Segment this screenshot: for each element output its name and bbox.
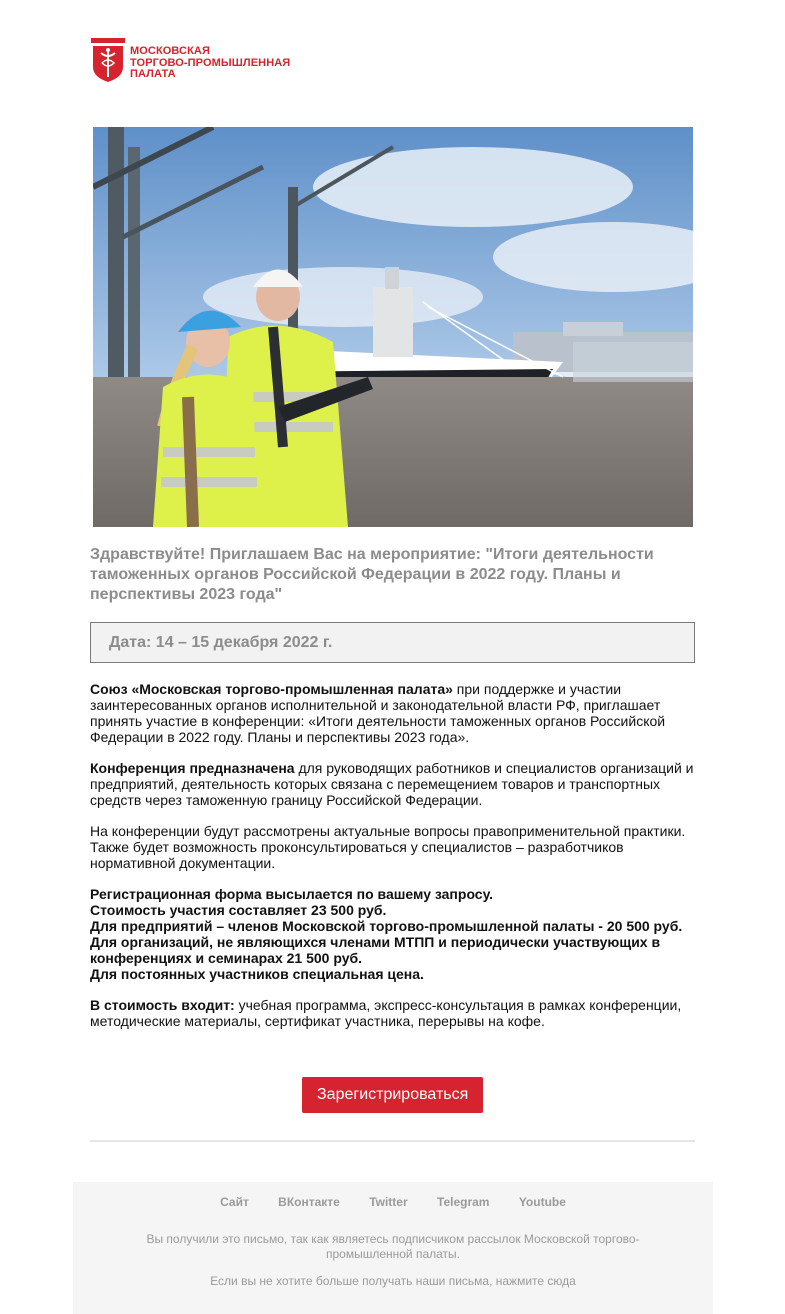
footer-link-twitter[interactable]: Twitter	[369, 1195, 408, 1209]
mtpp-emblem-icon	[90, 37, 126, 83]
logo-line-2: ТОРГОВО-ПРОМЫШЛЕННАЯ	[130, 56, 291, 69]
footer-link-youtube[interactable]: Youtube	[518, 1195, 566, 1209]
footer	[73, 1182, 713, 1314]
unsubscribe-text: Если вы не хотите больше получать наши письма,	[210, 1274, 496, 1288]
paragraph-topics	[90, 823, 695, 871]
divider	[90, 1140, 695, 1142]
footer-link-vk[interactable]: ВКонтакте	[278, 1195, 340, 1209]
email-body	[90, 681, 695, 1044]
unsubscribe-link[interactable]: нажмите сюда	[495, 1274, 576, 1288]
topics-line-2: Также будет возможность проконсультироваться у специалистов – разработчиков нормативной документации.	[90, 839, 624, 871]
audience-text: для руководящих работников и специалистов организаций и предприятий, деятельность которых связана с перемещением товаров и транспортных средств через таможенную границу Российской Федерации.	[90, 760, 694, 808]
register-button-wrap	[0, 1077, 785, 1113]
included-label: В стоимость входит:	[90, 997, 235, 1013]
logo-line-3: ПАЛАТА	[130, 68, 176, 80]
register-button[interactable]: Зарегистрироваться	[302, 1077, 483, 1113]
pricing-line-2: Стоимость участия составляет 23 500 руб.	[90, 902, 387, 918]
paragraph-audience	[90, 760, 695, 808]
logo-wordmark	[130, 46, 290, 81]
pricing-line-4: Для организаций, не являющихся членами МТПП и периодически участвующих в конференциях и семинарах 21 500 руб.	[90, 934, 661, 966]
hero-image	[93, 127, 693, 527]
paragraph-included	[90, 997, 695, 1029]
footer-social-links	[73, 1195, 713, 1209]
organizer-text: при поддержке и участии заинтересованных органов исполнительной и законодательной власти РФ, приглашает принять участие в конференции: «Итоги деятельности таможенных органов Российской Федерации в 2022 году. Планы и перспективы 2023 года».	[90, 681, 666, 745]
event-date-text: Дата: 14 – 15 декабря 2022 г.	[109, 634, 333, 651]
pricing-line-5: Для постоянных участников специальная цена.	[90, 966, 424, 982]
pricing-line-3: Для предприятий – членов Московской торгово-промышленной палаты - 20 500 руб.	[90, 918, 683, 934]
footer-link-telegram[interactable]: Telegram	[437, 1195, 490, 1209]
paragraph-organizer	[90, 681, 695, 745]
organizer-name: Союз «Московская торгово-промышленная палата»	[90, 681, 453, 697]
paragraph-pricing	[90, 886, 695, 982]
footer-link-site[interactable]: Сайт	[220, 1195, 249, 1209]
event-date-box	[90, 622, 695, 663]
logo-line-1: МОСКОВСКАЯ	[130, 45, 210, 57]
footer-unsubscribe	[73, 1274, 713, 1288]
topics-line-1: На конференции будут рассмотрены актуальные вопросы правоприменительной практики.	[90, 823, 686, 839]
pricing-line-1: Регистрационная форма высылается по вашему запросу.	[90, 886, 494, 902]
audience-label: Конференция предназначена	[90, 760, 295, 776]
photo-port-workers-icon	[93, 127, 693, 527]
mtpp-logo[interactable]	[90, 37, 295, 83]
included-text: учебная программа, экспресс-консультация в рамках конференции, методические материалы, сертификат участника, перерывы на кофе.	[90, 997, 682, 1029]
footer-subscription-note: Вы получили это письмо, так как являетесь подписчиком рассылок Московской торгово-промышленной палаты.	[146, 1232, 640, 1261]
event-invitation-heading: Здравствуйте! Приглашаем Вас на мероприятие: "Итоги деятельности таможенных органов Российской Федерации в 2022 году. Планы и перспективы 2023 года"	[90, 546, 654, 603]
